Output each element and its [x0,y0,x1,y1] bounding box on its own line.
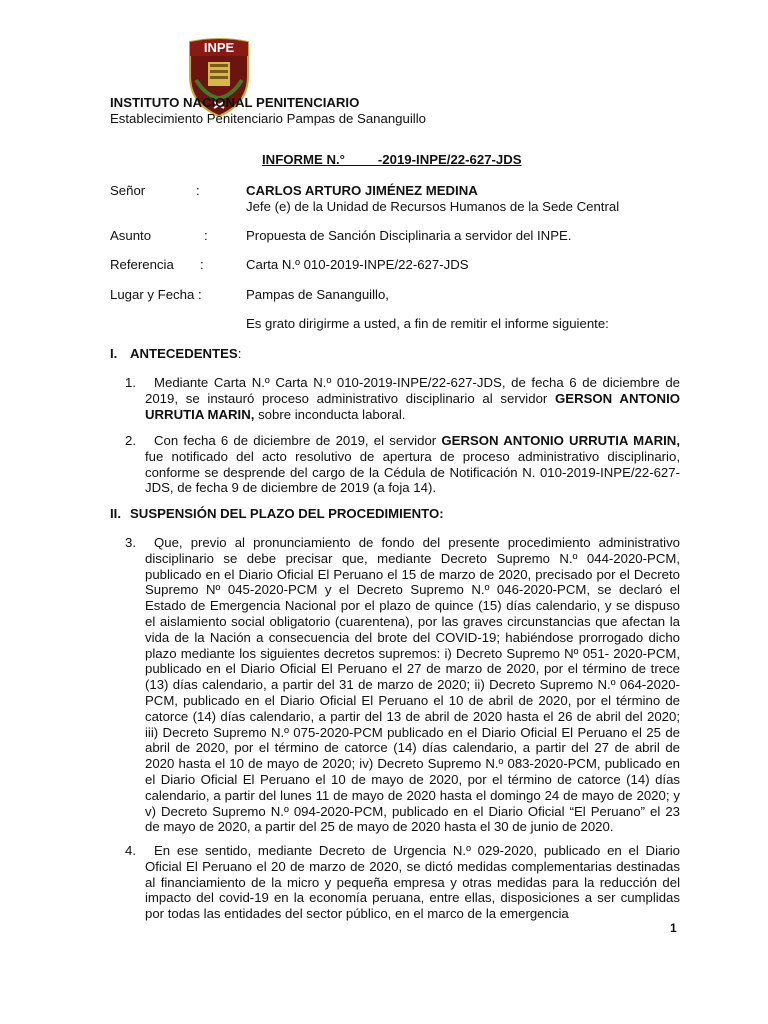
paragraph-text: Con fecha 6 de diciembre de 2019, el servidor [154,433,442,448]
section-number: I. [110,346,118,361]
paragraph-number: 3. [125,535,136,550]
field-label: Señor [110,183,146,198]
servant-name: GERSON ANTONIO URRUTIA MARIN, [145,390,680,422]
paragraph-3 [125,535,680,835]
section-title: ANTECEDENTES [130,346,238,361]
servant-name: GERSON ANTONIO URRUTIA MARIN, [441,433,680,448]
establishment-name: Establecimiento Penitenciario Pampas de Sananguillo [110,111,426,126]
field-label: Asunto [110,228,152,243]
section-title: SUSPENSIÓN DEL PLAZO DEL PROCEDIMIENTO: [130,506,444,521]
paragraph-1 [125,375,680,422]
paragraph-text: En ese sentido, mediante Decreto de Urgencia N.º 029-2020, publicado en el Diario Oficial El Peruano el 20 de marzo de 2020, se dictó medidas complementarias destinadas al financiamiento de la micro y pequeña empresa y otras medidas para la reducción del impacto del covid-19 en la economía peruana, entre ellas, disposiciones a ser cumplidas por todas las entidades del sector público, en el marco de la emergencia [145,843,680,922]
paragraph-number: 1. [125,375,136,390]
paragraph-number: 2. [125,433,136,448]
section-antecedentes [110,346,241,362]
field-colon: : [196,183,200,198]
field-label: Referencia [110,257,174,272]
paragraph-4 [125,843,680,922]
paragraph-number: 4. [125,843,136,858]
section-suffix: : [237,346,242,361]
field-colon: : [200,257,204,272]
paragraph-2 [125,433,680,496]
logo-text: INPE [203,40,235,55]
paragraph-text: fue notificado del acto resolutivo de apertura de proceso administrativo disciplinario, conforme se desprende del cargo de la Cédula de Notificación N. 010-2019-INPE/22-627-JDS, de fecha 9 de diciembre de 2019 (a foja 14). [145,448,680,496]
field-value: Carta N.º 010-2019-INPE/22-627-JDS [246,257,469,272]
field-value: Propuesta de Sanción Disciplinaria a servidor del INPE. [246,228,572,243]
field-colon: : [204,228,208,243]
field-value: Pampas de Sananguillo, [246,287,389,302]
institution-name: INSTITUTO NACIONAL PENITENCIARIO [110,95,360,110]
page-number: 1 [670,921,677,935]
section-suspension [110,506,444,522]
institution-header [110,95,670,127]
section-number: II. [110,506,121,521]
paragraph-text: Que, previo al pronunciamiento de fondo del presente procedimiento administrativo disciplinario se debe precisar que, mediante Decreto Supremo N.º 044-2020-PCM, publicado en el Diario Oficial El Peruano el 15 de marzo de 2020, precisado por el Decreto Supremo Nº 045-2020-PCM y el Decreto Supremo N.º 046-2020-PCM, se declaró el Estado de Emergencia Nacional por el plazo de quince (15) días calendario, y se dispuso el aislamiento social obligatorio (cuarentena), por las graves circunstancias que afectan la vida de la Nación a consecuencia del brote del COVID-19; habiéndose prorrogado dicho plazo mediante los siguientes decretos supremos: i) Decreto Supremo Nº 051- 2020-PCM, publicado en el Diario Oficial El Peruano el 27 de marzo de 2020, por el término de trece (13) días calendario, a partir del 31 de marzo de 2020; ii) Decreto Supremo N.º 064-2020-PCM, publicado en el Diario Oficial El Peruano el 10 de abril de 2020, por el término de catorce (14) días calendario, a partir del 13 de abril de 2020 hasta el 26 de abril del 2020; iii) Decreto Supremo N.º 075-2020-PCM publicado en el Diario Oficial El Peruano el 25 de abril de 2020, por el término de catorce (14) días calendario, a partir del 27 de abril de 2020 hasta el 10 de mayo de 2020; iv) Decreto Supremo N.º 083-2020-PCM, publicado en el Diario Oficial El Peruano el 10 de mayo de 2020, por el término de catorce (14) días calendario, a partir del lunes 11 de mayo de 2020 hasta el domingo 24 de mayo de 2020; y v) Decreto Supremo N.º 094-2020-PCM, publicado en el Diario Oficial “El Peruano” el 23 de mayo de 2020, a partir del 25 de mayo de 2020 hasta el 30 de junio de 2020. [145,535,680,835]
report-title: INFORME N.° -2019-INPE/22-627-JDS [262,152,522,167]
paragraph-text: Mediante Carta N.º Carta N.º 010-2019-INPE/22-627-JDS, de fecha 6 de diciembre de 2019, se instauró proceso administrativo disciplinario al servidor [145,375,680,406]
paragraph-text: sobre inconducta laboral. [254,406,406,422]
intro-text: Es grato dirigirme a usted, a fin de remitir el informe siguiente: [246,316,609,331]
addressee-name: CARLOS ARTURO JIMÉNEZ MEDINA [246,183,478,198]
field-label: Lugar y Fecha : [110,287,202,302]
addressee-role: Jefe (e) de la Unidad de Recursos Humanos de la Sede Central [246,199,620,214]
